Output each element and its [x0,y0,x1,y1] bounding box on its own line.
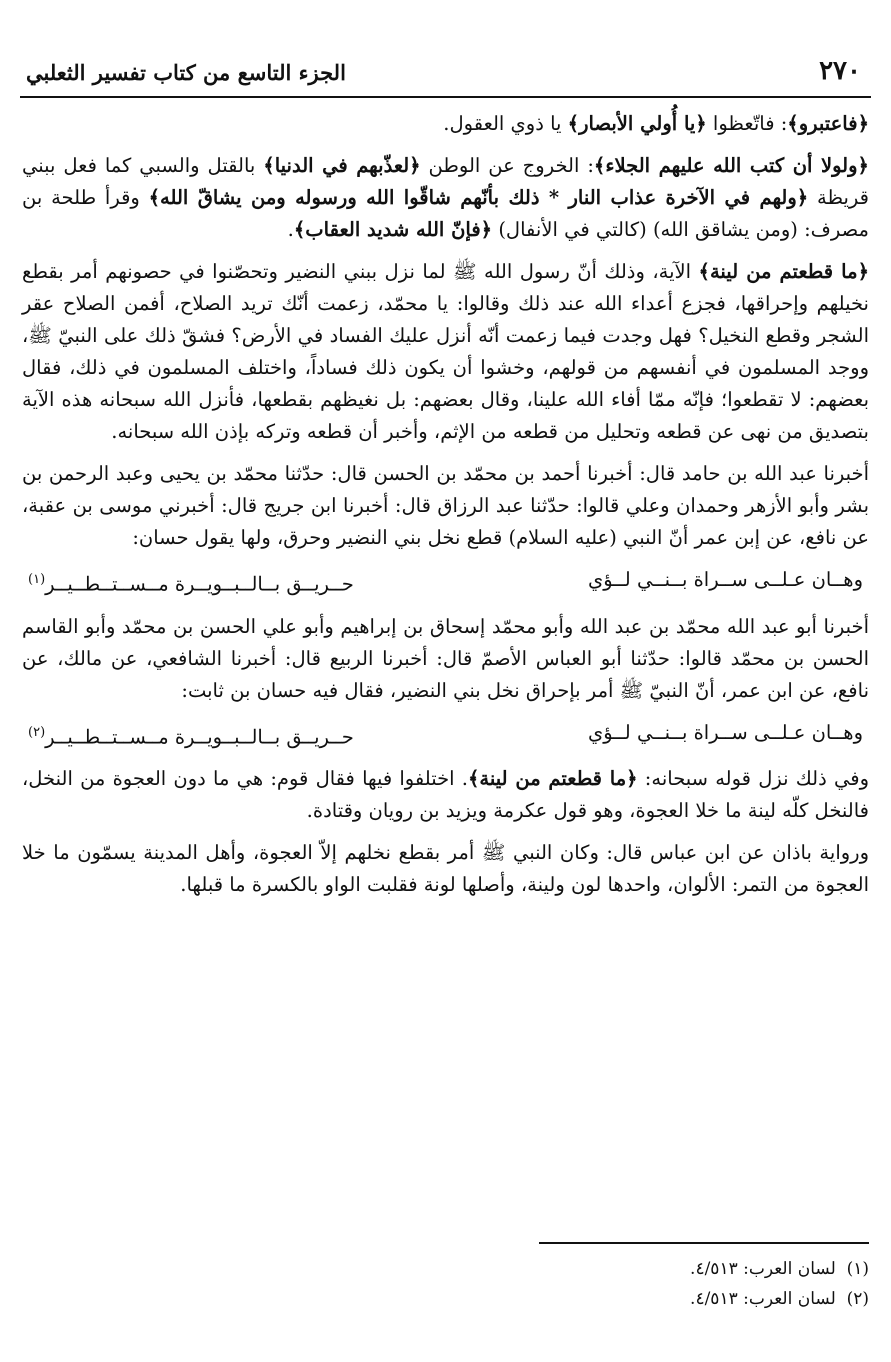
page-body [22,108,869,911]
footnote-ref: (١) [28,572,46,587]
quran-quote: ﴿ما قطعتم من لينة﴾ [698,260,869,283]
paragraph-text: : الخروج عن الوطن [420,154,594,177]
paragraph-text: وفي ذلك نزل قوله سبحانه: [637,767,869,790]
footnote-ref: (٢) [28,724,46,740]
paragraph-7 [22,837,869,901]
paragraph-text: أخبرنا عبد الله بن حامد قال: أخبرنا أحمد بن محمّد بن الحسن قال: حدّثنا محمّد بن يحيى وعبد الرحمن بن بشر وأبو الأزهر وحمدان وعلي قالوا: حدّثنا عبد الرزاق قال: أخبرنا ابن جريج قال: أخبرني موسى بن عقبة، عن نافع، عن إبن عمر أنّ النبي (عليه السلام) قطع نخل بني النضير وحرق، ولها يقول حسان: [22,462,869,549]
paragraph-text: . اختلفوا فيها فقال قوم: هي ما دون العجوة من النخل، فالنخل كلّه لينة ما خلا العجوة، وهو قول عكرمة ويزيد بن رويان وقتادة. [22,767,869,822]
footnote-text: لسان العرب: ٤/٥١٣. [690,1289,836,1309]
quran-quote: ﴿ولهم في الآخرة عذاب النار * ذلك بأنّهم شاقّوا الله ورسوله ومن يشاقّ الله﴾ [148,186,809,209]
paragraph-text: . [287,218,294,241]
verse-text: حــريــق بــالــبــويــرة مــســتــطــيــر [45,725,354,748]
paragraph-text: ورواية باذان عن ابن عباس قال: وكان النبي ﷺ أمر بقطع نخلهم إلاّ العجوة، وأهل المدينة يسمّون ما خلا العجوة من التمر: الألوان، واحدها لون ولينة، وأصلها لونة فقلبت الواو بالكسرة ما قبلها. [22,841,869,896]
paragraph-5 [22,611,869,707]
paragraph-text: بالقتل والسبي كما فعل ببني قريظة [22,154,869,209]
paragraph-text: يا ذوي العقول. [443,112,568,135]
footnote-number: (١) [846,1259,869,1279]
footnote-text: لسان العرب: ٤/٥١٣. [690,1259,836,1279]
poetry-verse-2 [22,717,869,754]
verse-text: حــريــق بــالــبــويــرة مــســتــطــيــر [45,572,354,596]
footnote-2 [22,1284,869,1314]
poetry-verse-1 [22,564,869,601]
page-number: ٢٧٠ [819,56,861,86]
running-title: الجزء التاسع من كتاب تفسير الثعلبي [26,60,346,85]
quran-quote: ﴿يا أُولي الأبصار﴾ [567,112,707,135]
paragraph-2 [22,150,869,246]
verse-second-hemistich [28,564,354,601]
footnote-number: (٢) [846,1289,869,1309]
footnote-1 [22,1254,869,1284]
verse-first-hemistich: وهــان عـلــى ســراة بــنــي لــؤي [588,720,863,744]
quran-quote: ﴿لعذّبهم في الدنيا﴾ [263,154,421,177]
quran-quote: ﴿ما قطعتم من لينة﴾ [467,767,638,790]
verse-second-hemistich [28,717,354,754]
page-header [20,52,871,98]
quran-quote: ﴿فإنّ الله شديد العقاب﴾ [293,218,493,241]
paragraph-4 [22,458,869,554]
verse-first-hemistich: وهــان عـلــى ســراة بــنــي لــؤي [588,568,863,591]
paragraph-text: وقرأ طلحة بن مصرف: (ومن يشاقق الله) (كالتي في الأنفال) [22,186,869,241]
quran-quote: ﴿ولولا أن كتب الله عليهم الجلاء﴾ [593,154,869,177]
quran-quote: ﴿فاعتبرو﴾ [787,112,869,135]
footnotes [22,1242,869,1314]
paragraph-3 [22,256,869,448]
paragraph-text: الآية، وذلك أنّ رسول الله ﷺ لما نزل ببني النضير وتحصّنوا في حصونهم أمر بقطع نخيلهم وإحراقها، فجزع أعداء الله عند ذلك وقالوا: يا محمّد، زعمت أنّك تريد الصلاح، أفمن الصلاح عقر الشجر وقطع النخيل؟ فهل وجدت فيما زعمت أنّه أنزل عليك الفساد في الأرض؟ فشقّ ذلك على النبيّ ﷺ، ووجد المسلمون في أنفسهم من قولهم، وخشوا أن يكون ذلك فساداً، واختلف المسلمون في ذلك، فقال بعضهم: لا تقطعوا؛ فإنّه ممّا أفاء الله علينا، وقال بعضهم: بل نغيظهم بقطعها، فأنزل الله سبحانه هذه الآية بتصديق من نهى عن قطعه وتحليل من قطعه من الإثم، وأخبر أن قطعه وتركه بإذن الله سبحانه. [22,260,869,443]
footnote-divider [539,1242,869,1244]
paragraph-1 [22,108,869,140]
paragraph-text: : فاتّعظوا [706,112,788,135]
paragraph-text: أخبرنا أبو عبد الله محمّد بن عبد الله وأبو محمّد إسحاق بن إبراهيم وأبو علي الحسن بن محمّد وأبو القاسم الحسن بن محمّد قالوا: حدّثنا أبو العباس الأصمّ قال: أخبرنا الربيع قال: أخبرنا الشافعي، عن مالك، عن نافع، عن ابن عمر، أنّ النبيّ ﷺ أمر بإحراق نخل بني النضير، فقال فيه حسان بن ثابت: [22,614,869,702]
paragraph-6 [22,763,869,827]
